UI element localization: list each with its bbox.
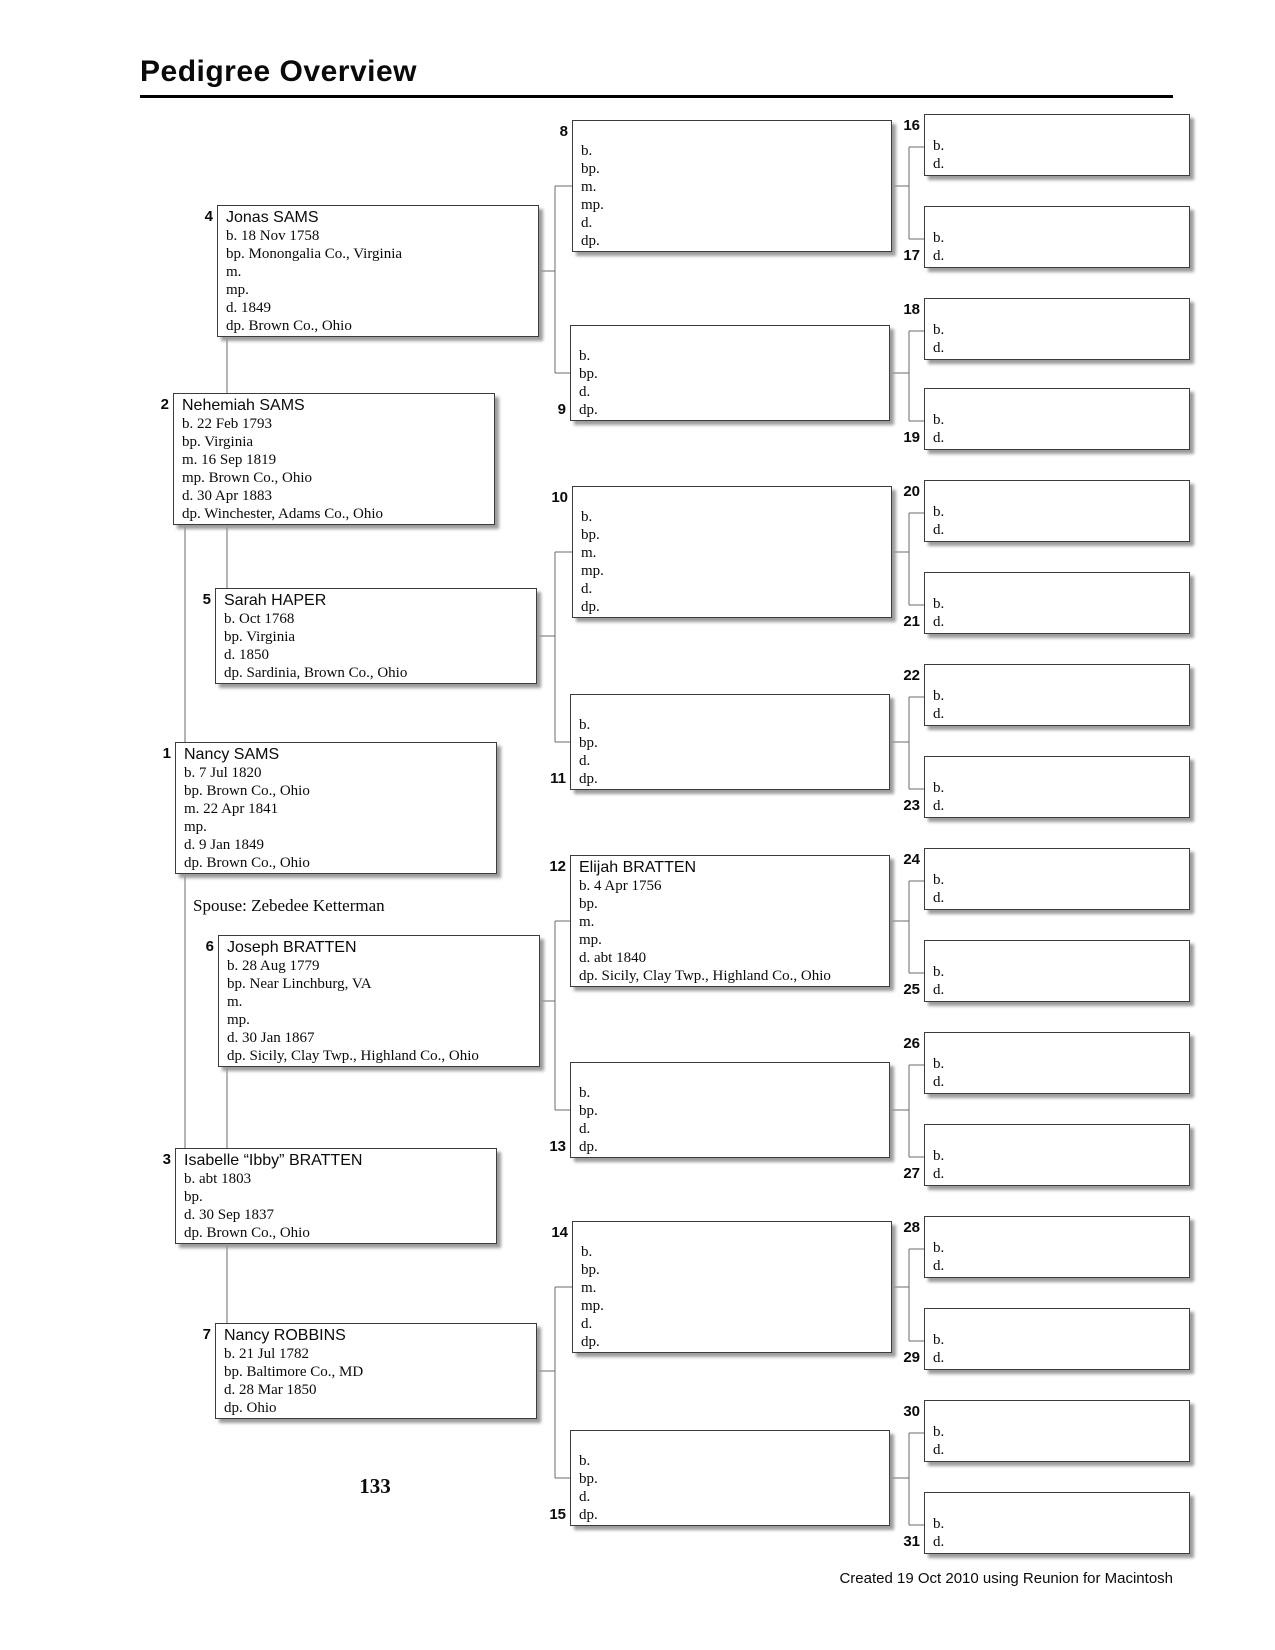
detail-row: d.	[581, 581, 593, 597]
person-number-26: 26	[903, 1035, 920, 1052]
detail-row: b.	[579, 1453, 591, 1469]
person-name	[579, 1434, 885, 1452]
person-details	[933, 137, 944, 173]
detail-row: mp.	[579, 932, 602, 948]
person-name: Sarah HAPER	[224, 592, 327, 609]
detail-row: d. 30 Jan 1867	[227, 1030, 315, 1046]
person-number-14: 14	[551, 1224, 568, 1241]
detail-row: b.	[933, 138, 945, 154]
person-details	[182, 415, 490, 523]
person-box-14	[572, 1221, 892, 1353]
detail-row: b.	[933, 1332, 945, 1348]
detail-row: b.	[933, 1516, 945, 1532]
detail-row: d.	[579, 384, 591, 400]
person-details	[933, 1055, 944, 1091]
person-details	[224, 1345, 532, 1417]
person-box-12	[570, 855, 890, 987]
person-name: Isabelle “Ibby” BRATTEN	[184, 1152, 363, 1169]
person-name: Nehemiah SAMS	[182, 397, 305, 414]
detail-row: m.	[227, 994, 243, 1010]
person-details	[933, 321, 944, 357]
person-details	[933, 779, 944, 815]
person-number-17: 17	[903, 247, 920, 264]
detail-row: bp.	[579, 366, 598, 382]
person-details	[227, 957, 535, 1065]
person-details	[933, 1239, 944, 1275]
detail-row: b.	[933, 1056, 945, 1072]
detail-row: d.	[579, 753, 591, 769]
detail-row: bp. Virginia	[182, 434, 254, 450]
person-box-2	[173, 393, 495, 525]
detail-row: bp.	[581, 1262, 600, 1278]
person-number-10: 10	[551, 489, 568, 506]
detail-row: bp.	[579, 735, 598, 751]
person-box-18	[924, 298, 1190, 360]
person-name: Elijah BRATTEN	[579, 859, 697, 876]
person-box-11	[570, 694, 890, 790]
tree-line	[537, 552, 573, 742]
detail-row: d.	[933, 340, 945, 356]
detail-row: mp.	[184, 819, 207, 835]
detail-row: b. Oct 1768	[224, 611, 295, 627]
detail-row: d.	[933, 614, 945, 630]
detail-row: m.	[581, 1280, 597, 1296]
detail-row: d.	[933, 1534, 945, 1550]
detail-row: m.	[226, 264, 242, 280]
detail-row: bp. Virginia	[224, 629, 296, 645]
detail-row: mp. Brown Co., Ohio	[182, 470, 313, 486]
detail-row: b.	[933, 1240, 945, 1256]
detail-row: b.	[581, 509, 593, 525]
page-title: Pedigree Overview	[140, 55, 417, 88]
person-number-3: 3	[162, 1151, 171, 1168]
person-number-5: 5	[202, 591, 211, 608]
person-name	[579, 698, 885, 716]
person-number-16: 16	[903, 117, 920, 134]
detail-row: b.	[933, 504, 945, 520]
detail-row: d. 1850	[224, 647, 269, 663]
person-box-10	[572, 486, 892, 618]
person-number-27: 27	[903, 1165, 920, 1182]
person-details	[579, 716, 885, 788]
person-details	[579, 1452, 885, 1524]
detail-row: d.	[933, 1350, 945, 1366]
person-number-24: 24	[903, 851, 920, 868]
detail-row: m. 22 Apr 1841	[184, 801, 279, 817]
person-box-30	[924, 1400, 1190, 1462]
detail-row: d.	[933, 1074, 945, 1090]
person-details	[933, 503, 944, 539]
person-box-13	[570, 1062, 890, 1158]
detail-row: b.	[933, 688, 945, 704]
person-name: Joseph BRATTEN	[227, 939, 357, 956]
person-number-11: 11	[550, 770, 566, 787]
detail-row: d.	[933, 522, 945, 538]
person-name: Nancy ROBBINS	[224, 1327, 346, 1344]
detail-row: dp.	[579, 1139, 598, 1155]
person-box-28	[924, 1216, 1190, 1278]
person-details	[579, 877, 885, 985]
detail-row: dp. Sicily, Clay Twp., Highland Co., Ohio	[579, 968, 831, 984]
detail-row: d. 28 Mar 1850	[224, 1382, 317, 1398]
person-number-25: 25	[903, 981, 920, 998]
detail-row: dp. Brown Co., Ohio	[184, 1225, 310, 1241]
person-box-7	[215, 1323, 537, 1419]
person-box-29	[924, 1308, 1190, 1370]
detail-row: b.	[579, 1085, 591, 1101]
person-number-6: 6	[205, 938, 214, 955]
detail-row: b.	[579, 348, 591, 364]
detail-row: b.	[933, 322, 945, 338]
detail-row: d. 30 Apr 1883	[182, 488, 272, 504]
detail-row: dp. Sardinia, Brown Co., Ohio	[224, 665, 408, 681]
tree-line	[891, 1065, 925, 1157]
person-box-31	[924, 1492, 1190, 1554]
detail-row: d.	[933, 1166, 945, 1182]
person-number-20: 20	[903, 483, 920, 500]
detail-row: d.	[933, 156, 945, 172]
detail-row: b. abt 1803	[184, 1171, 252, 1187]
person-details	[184, 764, 492, 872]
tree-line	[891, 513, 925, 605]
detail-row: bp.	[184, 1189, 203, 1205]
detail-row: b. 21 Jul 1782	[224, 1346, 310, 1362]
person-number-1: 1	[162, 745, 171, 762]
detail-row: b.	[933, 1148, 945, 1164]
detail-row: dp.	[581, 233, 600, 249]
detail-row: bp.	[579, 1103, 598, 1119]
person-details	[933, 871, 944, 907]
person-name	[579, 1066, 885, 1084]
person-number-22: 22	[903, 667, 920, 684]
detail-row: d.	[933, 798, 945, 814]
person-box-17	[924, 206, 1190, 268]
tree-line	[539, 186, 573, 373]
tree-line	[891, 881, 925, 973]
person-number-2: 2	[160, 396, 169, 413]
person-box-24	[924, 848, 1190, 910]
person-number-12: 12	[549, 858, 566, 875]
person-details	[581, 1243, 887, 1351]
tree-line	[537, 1287, 573, 1478]
person-details	[184, 1170, 492, 1242]
person-box-8	[572, 120, 892, 252]
person-details	[933, 687, 944, 723]
person-number-18: 18	[903, 301, 920, 318]
person-details	[224, 610, 532, 682]
person-details	[933, 229, 944, 265]
person-details	[933, 1147, 944, 1183]
person-details	[579, 1084, 885, 1156]
detail-row: dp. Brown Co., Ohio	[184, 855, 310, 871]
person-name	[581, 490, 887, 508]
person-box-1	[175, 742, 497, 874]
person-number-13: 13	[549, 1138, 566, 1155]
person-box-6	[218, 935, 540, 1067]
tree-line	[891, 331, 925, 421]
person-number-28: 28	[903, 1219, 920, 1236]
person-box-4	[217, 205, 539, 337]
detail-row: mp.	[227, 1012, 250, 1028]
detail-row: b.	[933, 780, 945, 796]
detail-row: d.	[933, 1258, 945, 1274]
detail-row: dp.	[579, 402, 598, 418]
detail-row: bp.	[581, 527, 600, 543]
person-details	[933, 1423, 944, 1459]
person-number-31: 31	[903, 1533, 920, 1550]
detail-row: b.	[933, 964, 945, 980]
page-number: 133	[359, 1474, 391, 1498]
person-name: Nancy SAMS	[184, 746, 280, 763]
detail-row: dp.	[581, 599, 600, 615]
person-details	[581, 142, 887, 250]
detail-row: mp.	[581, 197, 604, 213]
detail-row: m.	[579, 914, 595, 930]
person-box-20	[924, 480, 1190, 542]
person-number-23: 23	[903, 797, 920, 814]
person-box-5	[215, 588, 537, 684]
detail-row: bp.	[579, 1471, 598, 1487]
person-details	[933, 1515, 944, 1551]
detail-row: d.	[933, 706, 945, 722]
person-name	[579, 329, 885, 347]
detail-row: bp. Near Linchburg, VA	[227, 976, 372, 992]
detail-row: dp.	[579, 1507, 598, 1523]
detail-row: b.	[933, 412, 945, 428]
detail-row: b.	[933, 596, 945, 612]
person-box-23	[924, 756, 1190, 818]
person-details	[933, 1331, 944, 1367]
person-box-9	[570, 325, 890, 421]
detail-row: mp.	[581, 1298, 604, 1314]
person-number-21: 21	[903, 613, 920, 630]
detail-row: d. 1849	[226, 300, 271, 316]
person-box-3	[175, 1148, 497, 1244]
person-number-9: 9	[557, 401, 566, 418]
detail-row: d.	[933, 982, 945, 998]
person-number-15: 15	[549, 1506, 566, 1523]
person-number-7: 7	[202, 1326, 211, 1343]
person-name	[581, 124, 887, 142]
tree-line	[891, 697, 925, 789]
detail-row: dp. Winchester, Adams Co., Ohio	[182, 506, 383, 522]
person-number-30: 30	[903, 1403, 920, 1420]
detail-row: bp. Baltimore Co., MD	[224, 1364, 364, 1380]
tree-line	[891, 1433, 925, 1525]
detail-row: d.	[933, 430, 945, 446]
person-number-19: 19	[903, 429, 920, 446]
tree-line	[891, 1249, 925, 1341]
detail-row: b.	[933, 230, 945, 246]
detail-row: d. 30 Sep 1837	[184, 1207, 274, 1223]
tree-line	[891, 147, 925, 239]
person-name	[581, 1225, 887, 1243]
detail-row: dp. Brown Co., Ohio	[226, 318, 352, 334]
person-number-8: 8	[559, 123, 568, 140]
detail-row: d.	[933, 1442, 945, 1458]
title-rule	[140, 95, 1173, 98]
detail-row: b.	[579, 717, 591, 733]
person-details	[226, 227, 534, 335]
person-box-27	[924, 1124, 1190, 1186]
detail-row: b. 28 Aug 1779	[227, 958, 320, 974]
detail-row: m. 16 Sep 1819	[182, 452, 277, 468]
person-details	[579, 347, 885, 419]
detail-row: d.	[581, 1316, 593, 1332]
detail-row: mp.	[226, 282, 249, 298]
detail-row: b. 18 Nov 1758	[226, 228, 320, 244]
person-details	[581, 508, 887, 616]
detail-row: d.	[579, 1489, 591, 1505]
detail-row: dp. Ohio	[224, 1400, 277, 1416]
detail-row: b. 7 Jul 1820	[184, 765, 262, 781]
detail-row: bp. Monongalia Co., Virginia	[226, 246, 403, 262]
tree-line	[540, 921, 573, 1110]
detail-row: m.	[581, 545, 597, 561]
detail-row: dp.	[579, 771, 598, 787]
person-details	[933, 963, 944, 999]
person-box-22	[924, 664, 1190, 726]
detail-row: bp. Brown Co., Ohio	[184, 783, 310, 799]
person-number-29: 29	[903, 1349, 920, 1366]
detail-row: bp.	[581, 161, 600, 177]
detail-row: m.	[581, 179, 597, 195]
detail-row: bp.	[579, 896, 598, 912]
person-box-21	[924, 572, 1190, 634]
detail-row: dp. Sicily, Clay Twp., Highland Co., Ohio	[227, 1048, 479, 1064]
detail-row: b.	[581, 1244, 593, 1260]
detail-row: d. abt 1840	[579, 950, 647, 966]
detail-row: d.	[579, 1121, 591, 1137]
person-details	[933, 411, 944, 447]
detail-row: d.	[933, 890, 945, 906]
detail-row: d.	[933, 248, 945, 264]
detail-row: b. 22 Feb 1793	[182, 416, 272, 432]
person-details	[933, 595, 944, 631]
person-box-26	[924, 1032, 1190, 1094]
detail-row: dp.	[581, 1334, 600, 1350]
person-box-16	[924, 114, 1190, 176]
detail-row: mp.	[581, 563, 604, 579]
detail-row: d. 9 Jan 1849	[184, 837, 264, 853]
spouse-note: Spouse: Zebedee Ketterman	[193, 896, 385, 915]
person-name: Jonas SAMS	[226, 209, 319, 226]
detail-row: b.	[933, 1424, 945, 1440]
detail-row: b. 4 Apr 1756	[579, 878, 662, 894]
detail-row: d.	[581, 215, 593, 231]
person-box-25	[924, 940, 1190, 1002]
detail-row: b.	[581, 143, 593, 159]
person-box-19	[924, 388, 1190, 450]
footer-credit: Created 19 Oct 2010 using Reunion for Macintosh	[839, 1570, 1173, 1587]
person-number-4: 4	[204, 208, 213, 225]
detail-row: b.	[933, 872, 945, 888]
person-box-15	[570, 1430, 890, 1526]
